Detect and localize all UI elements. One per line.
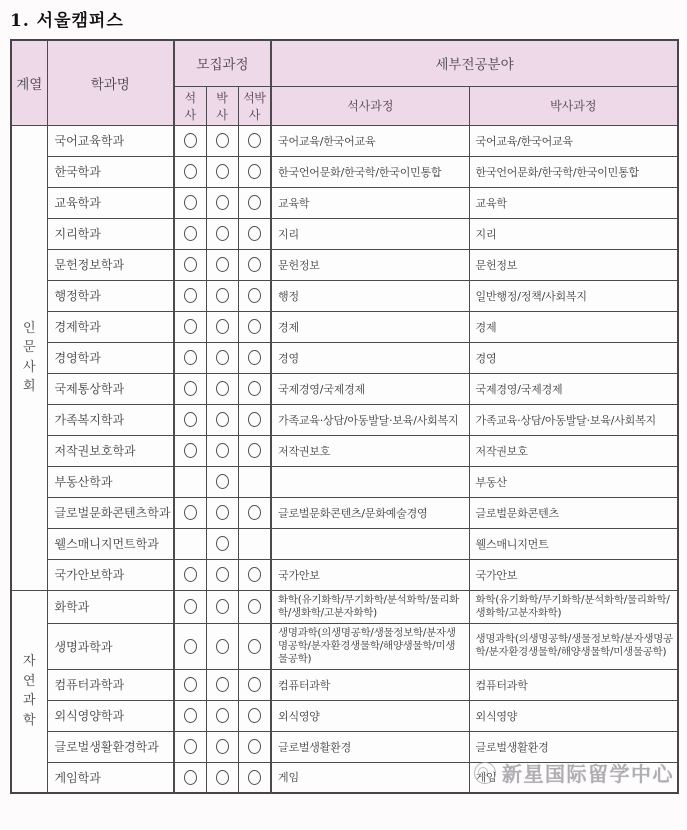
combined-mark-cell	[238, 373, 271, 404]
masters-mark-cell	[174, 669, 206, 700]
circle-mark-icon	[184, 677, 197, 692]
combined-mark-cell	[238, 280, 271, 311]
doctoral-mark-cell	[206, 249, 238, 280]
table-row	[11, 311, 678, 342]
masters-mark-cell	[174, 559, 206, 590]
doctoral-major-cell: 교육학	[469, 187, 678, 218]
combined-mark-cell	[238, 342, 271, 373]
col-header-department: 학과명	[47, 40, 174, 125]
table-row	[11, 404, 678, 435]
circle-mark-icon	[184, 505, 197, 520]
department-cell: 글로벌문화콘텐츠학과	[47, 497, 174, 528]
circle-mark-icon	[184, 639, 197, 654]
combined-mark-cell	[238, 700, 271, 731]
col-header-major-group: 세부전공분야	[271, 40, 678, 86]
circle-mark-icon	[184, 599, 197, 614]
circle-mark-icon	[248, 443, 261, 458]
circle-mark-icon	[216, 195, 229, 210]
doctoral-mark-cell	[206, 373, 238, 404]
doctoral-major-cell: 한국언어문화/한국학/한국이민통합	[469, 156, 678, 187]
combined-mark-cell	[238, 404, 271, 435]
circle-mark-icon	[184, 226, 197, 241]
doctoral-mark-cell	[206, 280, 238, 311]
doctoral-major-cell: 일반행정/정책/사회복지	[469, 280, 678, 311]
masters-major-cell: 가족교육·상담/아동발달·보육/사회복지	[271, 404, 469, 435]
combined-mark-cell	[238, 559, 271, 590]
table-row	[11, 280, 678, 311]
circle-mark-icon	[248, 567, 261, 582]
table-row	[11, 466, 678, 497]
circle-mark-icon	[248, 350, 261, 365]
masters-mark-cell	[174, 156, 206, 187]
circle-mark-icon	[184, 350, 197, 365]
circle-mark-icon	[248, 708, 261, 723]
doctoral-mark-cell	[206, 311, 238, 342]
table-row	[11, 731, 678, 762]
doctoral-mark-cell	[206, 404, 238, 435]
masters-mark-cell	[174, 311, 206, 342]
circle-mark-icon	[248, 195, 261, 210]
doctoral-major-cell: 지리	[469, 218, 678, 249]
circle-mark-icon	[216, 133, 229, 148]
doctoral-major-cell: 국가안보	[469, 559, 678, 590]
masters-major-cell: 생명과학(의생명공학/생물정보학/분자생명공학/분자환경생물학/해양생물학/미생물공학)	[271, 623, 469, 669]
department-cell: 웰스매니지먼트학과	[47, 528, 174, 559]
masters-major-cell: 게임	[271, 762, 469, 793]
masters-major-cell: 국어교육/한국어교육	[271, 125, 469, 156]
combined-mark-cell	[238, 528, 271, 559]
doctoral-mark-cell	[206, 700, 238, 731]
circle-mark-icon	[216, 677, 229, 692]
circle-mark-icon	[216, 164, 229, 179]
masters-mark-cell	[174, 700, 206, 731]
department-cell: 경제학과	[47, 311, 174, 342]
department-cell: 게임학과	[47, 762, 174, 793]
masters-major-cell: 국제경영/국제경제	[271, 373, 469, 404]
circle-mark-icon	[216, 708, 229, 723]
doctoral-major-cell: 국어교육/한국어교육	[469, 125, 678, 156]
masters-mark-cell	[174, 125, 206, 156]
masters-mark-cell	[174, 623, 206, 669]
department-cell: 경영학과	[47, 342, 174, 373]
masters-major-cell: 저작권보호	[271, 435, 469, 466]
combined-mark-cell	[238, 623, 271, 669]
department-cell: 문헌정보학과	[47, 249, 174, 280]
circle-mark-icon	[248, 257, 261, 272]
circle-mark-icon	[248, 133, 261, 148]
circle-mark-icon	[248, 677, 261, 692]
circle-mark-icon	[248, 505, 261, 520]
department-cell: 교육학과	[47, 187, 174, 218]
table-row	[11, 156, 678, 187]
doctoral-mark-cell	[206, 187, 238, 218]
masters-major-cell: 외식영양	[271, 700, 469, 731]
doctoral-mark-cell	[206, 497, 238, 528]
circle-mark-icon	[248, 164, 261, 179]
masters-major-cell: 경제	[271, 311, 469, 342]
circle-mark-icon	[216, 443, 229, 458]
masters-major-cell: 컴퓨터과학	[271, 669, 469, 700]
doctoral-mark-cell	[206, 218, 238, 249]
combined-mark-cell	[238, 187, 271, 218]
masters-mark-cell	[174, 342, 206, 373]
department-cell: 외식영양학과	[47, 700, 174, 731]
masters-major-cell: 문헌정보	[271, 249, 469, 280]
doctoral-mark-cell	[206, 342, 238, 373]
masters-major-cell: 교육학	[271, 187, 469, 218]
doctoral-major-cell: 경영	[469, 342, 678, 373]
department-cell: 행정학과	[47, 280, 174, 311]
table-row	[11, 762, 678, 793]
masters-major-cell: 국가안보	[271, 559, 469, 590]
combined-mark-cell	[238, 125, 271, 156]
circle-mark-icon	[216, 226, 229, 241]
doctoral-major-cell: 저작권보호	[469, 435, 678, 466]
circle-mark-icon	[184, 567, 197, 582]
doctoral-mark-cell	[206, 559, 238, 590]
combined-mark-cell	[238, 435, 271, 466]
masters-mark-cell	[174, 435, 206, 466]
circle-mark-icon	[216, 599, 229, 614]
circle-mark-icon	[216, 474, 229, 489]
combined-mark-cell	[238, 218, 271, 249]
department-cell: 지리학과	[47, 218, 174, 249]
table-row	[11, 528, 678, 559]
circle-mark-icon	[184, 288, 197, 303]
masters-mark-cell	[174, 218, 206, 249]
table-row	[11, 342, 678, 373]
masters-mark-cell	[174, 404, 206, 435]
doctoral-mark-cell	[206, 623, 238, 669]
table-row	[11, 700, 678, 731]
masters-mark-cell	[174, 466, 206, 497]
category-cell: 인문사회	[11, 125, 47, 590]
combined-mark-cell	[238, 762, 271, 793]
masters-major-cell	[271, 466, 469, 497]
doctoral-major-cell: 컴퓨터과학	[469, 669, 678, 700]
circle-mark-icon	[184, 133, 197, 148]
page-title: 1. 서울캠퍼스	[10, 11, 124, 31]
combined-mark-cell	[238, 311, 271, 342]
masters-mark-cell	[174, 762, 206, 793]
table-row	[11, 669, 678, 700]
circle-mark-icon	[216, 567, 229, 582]
circle-mark-icon	[216, 257, 229, 272]
circle-mark-icon	[248, 639, 261, 654]
doctoral-major-cell: 외식영양	[469, 700, 678, 731]
doctoral-major-cell: 문헌정보	[469, 249, 678, 280]
doctoral-major-cell: 경제	[469, 311, 678, 342]
masters-mark-cell	[174, 497, 206, 528]
circle-mark-icon	[248, 770, 261, 785]
masters-major-cell: 지리	[271, 218, 469, 249]
masters-mark-cell	[174, 528, 206, 559]
department-cell: 컴퓨터과학과	[47, 669, 174, 700]
department-cell: 국가안보학과	[47, 559, 174, 590]
combined-mark-cell	[238, 156, 271, 187]
circle-mark-icon	[184, 443, 197, 458]
circle-mark-icon	[184, 319, 197, 334]
circle-mark-icon	[184, 708, 197, 723]
doctoral-major-cell: 가족교육·상담/아동발달·보육/사회복지	[469, 404, 678, 435]
table-row	[11, 125, 678, 156]
masters-mark-cell	[174, 590, 206, 623]
masters-mark-cell	[174, 731, 206, 762]
table-row	[11, 435, 678, 466]
col-header-recruit-group: 모집과정	[174, 40, 271, 86]
circle-mark-icon	[184, 381, 197, 396]
circle-mark-icon	[248, 739, 261, 754]
masters-major-cell: 한국언어문화/한국학/한국이민통합	[271, 156, 469, 187]
doctoral-major-cell: 글로벌생활환경	[469, 731, 678, 762]
department-cell: 부동산학과	[47, 466, 174, 497]
circle-mark-icon	[216, 739, 229, 754]
table-row	[11, 623, 678, 669]
table-row	[11, 187, 678, 218]
combined-mark-cell	[238, 497, 271, 528]
table-row	[11, 373, 678, 404]
table-row	[11, 590, 678, 623]
circle-mark-icon	[216, 288, 229, 303]
campus-table-wrapper	[10, 39, 677, 794]
category-cell: 자연과학	[11, 590, 47, 793]
col-header-doctoral-course: 박사과정	[469, 86, 678, 125]
doctoral-major-cell: 부동산	[469, 466, 678, 497]
department-cell: 가족복지학과	[47, 404, 174, 435]
circle-mark-icon	[184, 770, 197, 785]
campus-table	[10, 39, 679, 794]
doctoral-major-cell: 화학(유기화학/무기화학/분석화학/물리화학/생화학/고분자화학)	[469, 590, 678, 623]
masters-major-cell: 화학(유기화학/무기화학/분석화학/물리화학/생화학/고분자화학)	[271, 590, 469, 623]
circle-mark-icon	[248, 381, 261, 396]
doctoral-mark-cell	[206, 435, 238, 466]
doctoral-mark-cell	[206, 762, 238, 793]
masters-major-cell: 글로벌문화콘텐츠/문화예술경영	[271, 497, 469, 528]
col-header-category: 계열	[11, 40, 47, 125]
masters-mark-cell	[174, 187, 206, 218]
col-header-doctoral: 박사	[206, 86, 238, 125]
circle-mark-icon	[216, 505, 229, 520]
doctoral-mark-cell	[206, 731, 238, 762]
doctoral-mark-cell	[206, 466, 238, 497]
doctoral-major-cell: 생명과학(의생명공학/생물정보학/분자생명공학/분자환경생물학/해양생물학/미생물공학)	[469, 623, 678, 669]
masters-major-cell	[271, 528, 469, 559]
combined-mark-cell	[238, 590, 271, 623]
circle-mark-icon	[216, 381, 229, 396]
circle-mark-icon	[216, 770, 229, 785]
circle-mark-icon	[184, 412, 197, 427]
combined-mark-cell	[238, 466, 271, 497]
doctoral-major-cell: 글로벌문화콘텐츠	[469, 497, 678, 528]
department-cell: 국제통상학과	[47, 373, 174, 404]
circle-mark-icon	[248, 412, 261, 427]
masters-mark-cell	[174, 280, 206, 311]
circle-mark-icon	[216, 319, 229, 334]
circle-mark-icon	[216, 350, 229, 365]
col-header-combined: 석박사	[238, 86, 271, 125]
circle-mark-icon	[248, 226, 261, 241]
circle-mark-icon	[216, 639, 229, 654]
doctoral-mark-cell	[206, 590, 238, 623]
table-row	[11, 249, 678, 280]
department-cell: 저작권보호학과	[47, 435, 174, 466]
department-cell: 국어교육학과	[47, 125, 174, 156]
masters-major-cell: 행정	[271, 280, 469, 311]
table-row	[11, 559, 678, 590]
department-cell: 한국학과	[47, 156, 174, 187]
doctoral-mark-cell	[206, 528, 238, 559]
circle-mark-icon	[248, 288, 261, 303]
masters-mark-cell	[174, 249, 206, 280]
masters-major-cell: 경영	[271, 342, 469, 373]
doctoral-major-cell: 게임	[469, 762, 678, 793]
table-row	[11, 218, 678, 249]
circle-mark-icon	[184, 257, 197, 272]
col-header-masters-course: 석사과정	[271, 86, 469, 125]
circle-mark-icon	[184, 739, 197, 754]
doctoral-mark-cell	[206, 669, 238, 700]
circle-mark-icon	[248, 599, 261, 614]
doctoral-major-cell: 웰스매니지먼트	[469, 528, 678, 559]
circle-mark-icon	[184, 195, 197, 210]
masters-mark-cell	[174, 373, 206, 404]
circle-mark-icon	[216, 412, 229, 427]
circle-mark-icon	[216, 536, 229, 551]
watermark-text: 新星国际留学中心	[502, 762, 674, 786]
doctoral-mark-cell	[206, 125, 238, 156]
circle-mark-icon	[248, 319, 261, 334]
doctoral-major-cell: 국제경영/국제경제	[469, 373, 678, 404]
circle-mark-icon	[184, 164, 197, 179]
department-cell: 화학과	[47, 590, 174, 623]
col-header-masters: 석사	[174, 86, 206, 125]
masters-major-cell: 글로벌생활환경	[271, 731, 469, 762]
combined-mark-cell	[238, 669, 271, 700]
doctoral-mark-cell	[206, 156, 238, 187]
table-row	[11, 497, 678, 528]
combined-mark-cell	[238, 731, 271, 762]
combined-mark-cell	[238, 249, 271, 280]
department-cell: 생명과학과	[47, 623, 174, 669]
department-cell: 글로벌생활환경학과	[47, 731, 174, 762]
